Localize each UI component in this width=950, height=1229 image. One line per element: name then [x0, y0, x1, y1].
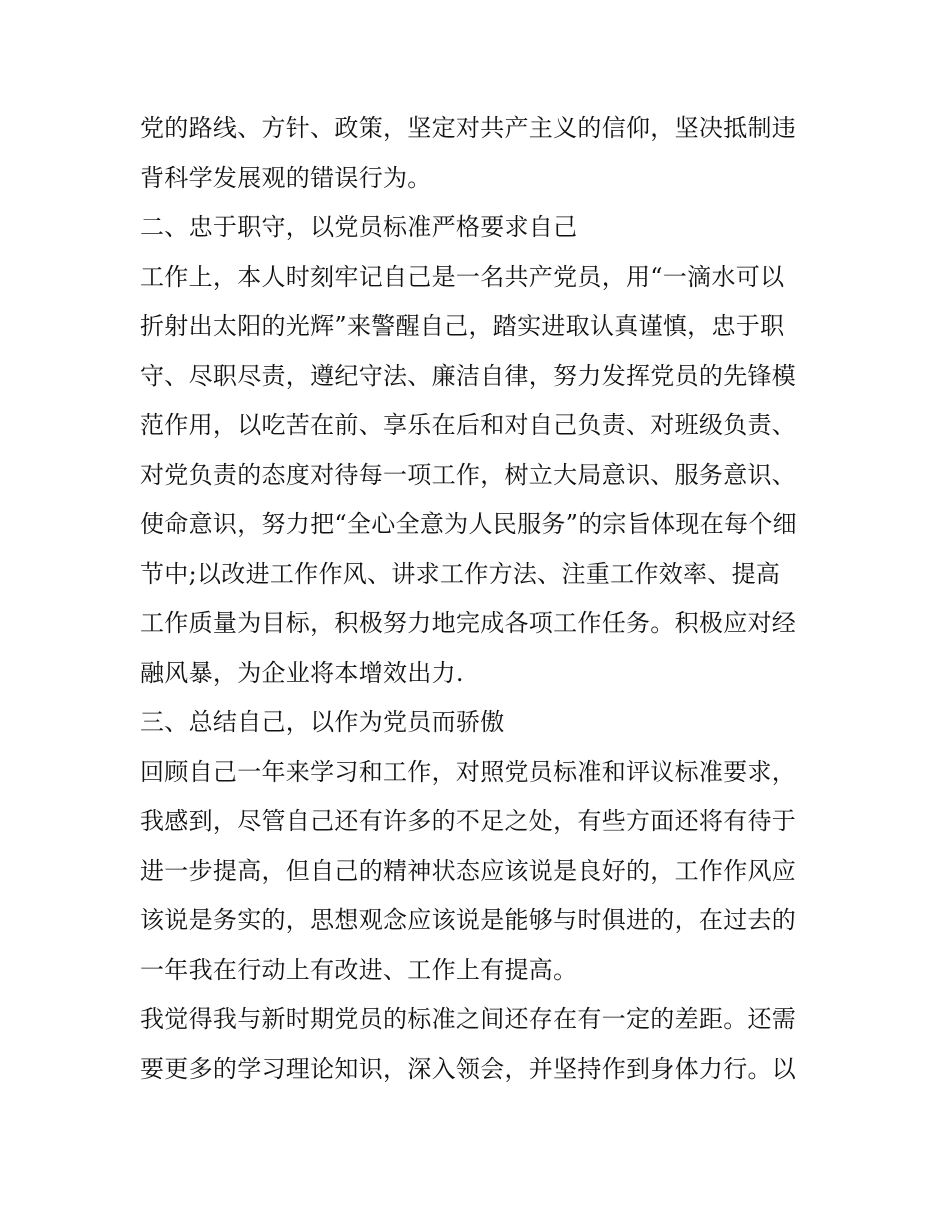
section-heading: 三、总结自己，以作为党员而骄傲 [140, 708, 505, 736]
text-line: 进一步提高，但自己的精神状态应该说是良好的，工作作风应 [140, 856, 797, 885]
text-line: 我感到，尽管自己还有许多的不足之处，有些方面还将有待于 [140, 807, 797, 835]
text-line: 节中;以改进工作作风、讲求工作方法、注重工作效率、提高 [140, 559, 781, 588]
text-line: 守、尽职尽责，遵纪守法、廉洁自律，努力发挥党员的先锋模 [140, 361, 797, 390]
text-line: 工作质量为目标，积极努力地完成各项工作任务。积极应对经 [140, 609, 797, 637]
text-line: 范作用，以吃苦在前、享乐在后和对自己负责、对班级负责、 [140, 411, 797, 439]
section-heading: 二、忠于职守，以党员标准严格要求自己 [140, 213, 578, 241]
text-line: 背科学发展观的错误行为。 [140, 163, 432, 192]
text-line: 融风暴，为企业将本增效出力. [140, 658, 464, 687]
text-line: 一年我在行动上有改进、工作上有提高。 [140, 955, 578, 984]
text-line: 该说是务实的，思想观念应该说是能够与时俱进的，在过去的 [140, 906, 797, 934]
document-body [140, 104, 820, 1094]
text-line: 折射出太阳的光辉”来警醒自己，踏实进取认真谨慎，忠于职 [140, 312, 785, 340]
text-line: 要更多的学习理论知识，深入领会，并坚持作到身体力行。以 [140, 1054, 797, 1083]
text-line: 回顾自己一年来学习和工作，对照党员标准和评议标准要求， [140, 757, 797, 786]
text-line: 工作上，本人时刻牢记自己是一名共产党员，用“一滴水可以 [140, 262, 785, 291]
text-line: 使命意识，努力把“全心全意为人民服务”的宗旨体现在每个细 [140, 510, 797, 538]
text-line: 我觉得我与新时期党员的标准之间还存在有一定的差距。还需 [140, 1005, 797, 1033]
text-line: 对党负责的态度对待每一项工作，树立大局意识、服务意识、 [140, 460, 797, 489]
text-line: 党的路线、方针、政策，坚定对共产主义的信仰，坚决抵制违 [140, 114, 797, 142]
